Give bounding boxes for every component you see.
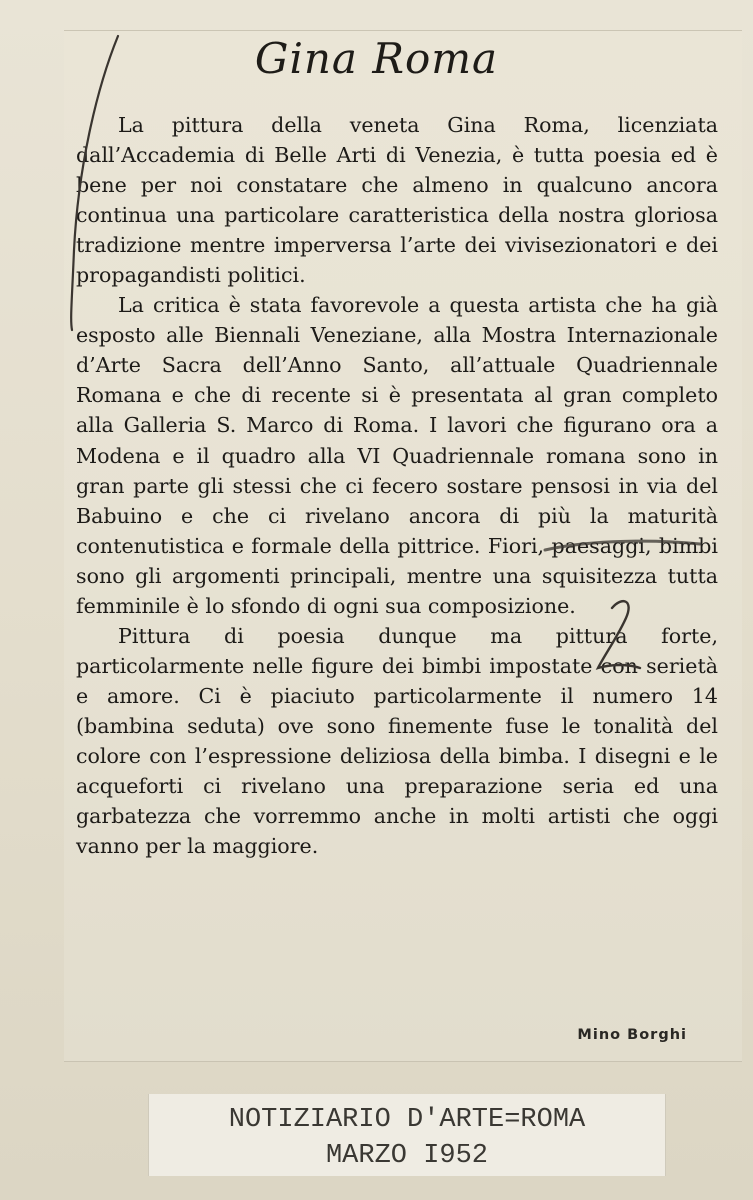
article-title: Gina Roma bbox=[254, 34, 499, 83]
author-signature: Mino Borghi bbox=[577, 1027, 687, 1043]
article-body bbox=[76, 110, 718, 861]
source-label-publication: NOTIZIARIO D'ARTE=ROMA bbox=[228, 1105, 586, 1135]
article-paragraph-3: Pittura di poesia dunque ma pittura forte, particolarmente nelle figure dei bimbi impostate con serietà e amore. Ci è piaciuto particolarmente il numero 14 (bambina seduta) ove sono finemente fuse le tonalità del colore con l’espressione deliziosa della bimba. I disegni e le acqueforti ci rivelano una preparazione seria ed una garbatezza che vorremmo anche in molti artisti che oggi vanno per la maggiore. bbox=[76, 623, 718, 859]
article-paragraph-1: La pittura della veneta Gina Roma, licenziata dall’Accademia di Belle Arti di Venezia, è tutta poesia ed è bene per noi constatare che almeno in qualcuno ancora continua una particolare caratteristica della nostra gloriosa tradizione mentre imperversa l’arte dei vivisezionatori e dei propagandisti politici. bbox=[76, 113, 718, 288]
source-label-date: MARZO I952 bbox=[325, 1141, 489, 1171]
source-label bbox=[148, 1094, 666, 1176]
article-paragraph-2: La critica è stata favorevole a questa artista che ha già esposto alle Biennali Veneziane, alla Mostra Internazionale d’Arte Sacra dell’Anno Santo, all’attuale Quadriennale Romana e che di recente si è presentata al gran completo alla Galleria S. Marco di Roma. I lavori che figurano ora a Modena e il quadro alla VI Quadriennale romana sono in gran parte gli stessi che ci fecero sostare pensosi in via del Babuino e che ci rivelano ancora di più la maturità contenutistica e formale della pittrice. Fiori, paesaggi, bimbi sono gli argomenti principali, mentre una squisitezza tutta femminile è lo sfondo di ogni sua composizione. bbox=[76, 293, 718, 618]
